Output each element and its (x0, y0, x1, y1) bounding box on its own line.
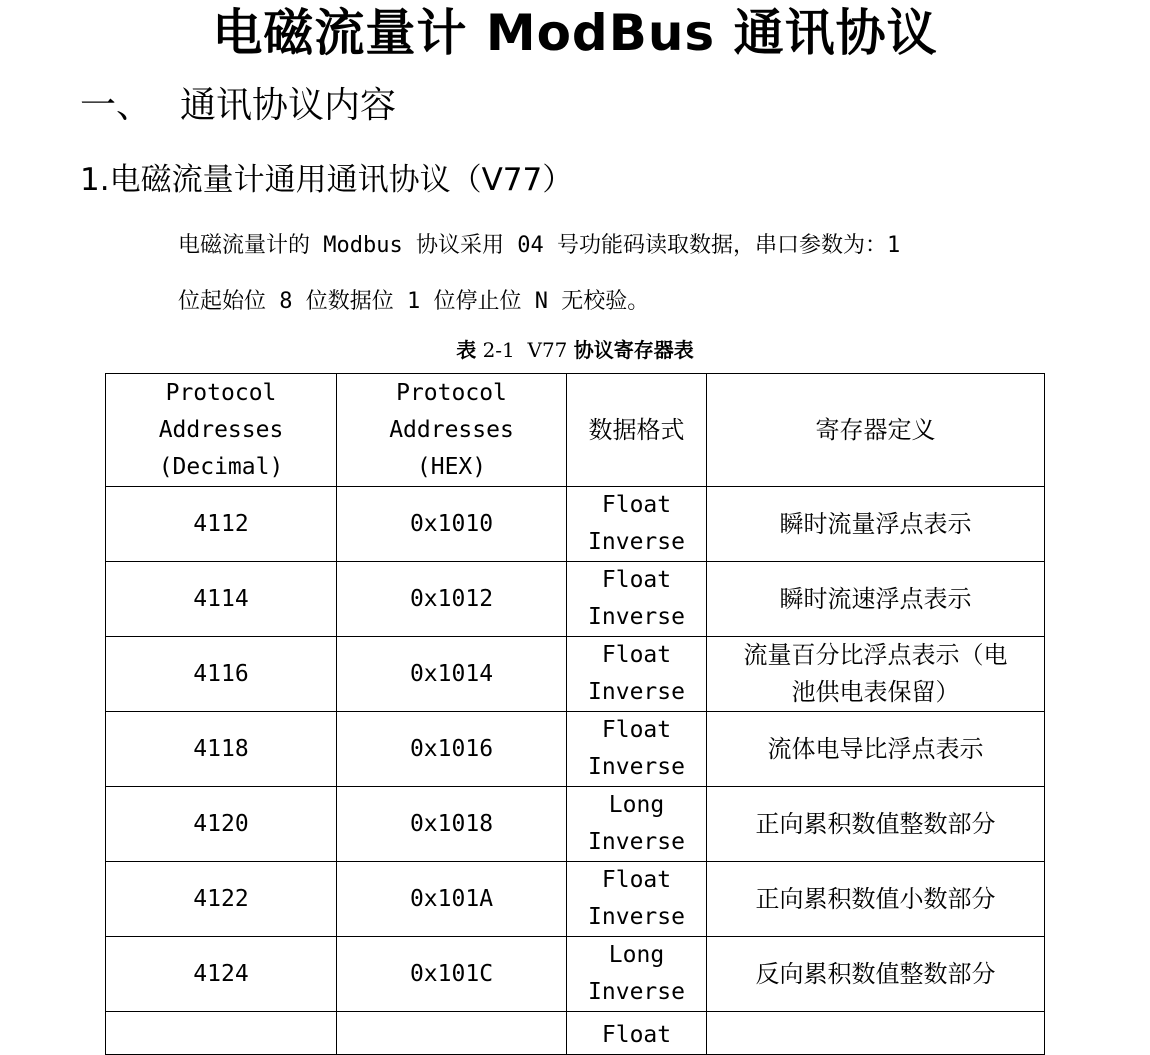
header-decimal-line: Addresses (158, 416, 284, 443)
cell-hex: 0x1014 (337, 637, 567, 712)
cell-decimal: 4116 (106, 637, 337, 712)
cell-format (567, 787, 707, 862)
section-text: 通讯协议内容 (180, 85, 397, 126)
cell-format (567, 862, 707, 937)
cell-decimal: 4114 (106, 562, 337, 637)
header-hex-address (337, 374, 567, 487)
header-hex-line: Addresses (389, 416, 514, 443)
table-header-row (106, 374, 1045, 487)
definition-line: 池供电表保留） (791, 678, 960, 706)
cell-definition (707, 637, 1045, 712)
format-type: Float (601, 1022, 672, 1048)
cell-hex: 0x1012 (337, 562, 567, 637)
table-row (106, 562, 1045, 637)
caption-suffix: 协议寄存器表 (573, 338, 694, 362)
header-decimal-line: (Decimal) (158, 453, 284, 480)
page-title: 电磁流量计 ModBus 通讯协议 (212, 4, 938, 62)
header-decimal-address (106, 374, 337, 487)
cell-format (567, 637, 707, 712)
format-order: Inverse (588, 979, 685, 1005)
format-order: Inverse (588, 679, 685, 705)
table-row (106, 937, 1045, 1012)
cell-definition (707, 487, 1045, 562)
format-type: Float (601, 867, 672, 893)
cell-hex (337, 1012, 567, 1055)
cell-definition (707, 787, 1045, 862)
cell-decimal: 4124 (106, 937, 337, 1012)
cell-definition (707, 1012, 1045, 1055)
format-type: Float (601, 492, 672, 518)
subsection-heading: 1.电磁流量计通用通讯协议（V77） (80, 162, 574, 198)
table-caption (0, 336, 1150, 364)
cell-decimal: 4120 (106, 787, 337, 862)
table-row (106, 712, 1045, 787)
cell-format (567, 562, 707, 637)
cell-format (567, 487, 707, 562)
definition-line: 反向累积数值整数部分 (755, 959, 996, 988)
header-hex-line: (HEX) (416, 453, 487, 480)
format-order: Inverse (588, 754, 685, 780)
cell-definition (707, 712, 1045, 787)
table-row (106, 862, 1045, 937)
format-type: Float (601, 642, 672, 668)
cell-format (567, 712, 707, 787)
definition-line: 正向累积数值整数部分 (755, 809, 996, 838)
format-order: Inverse (588, 904, 685, 930)
header-data-format: 数据格式 (567, 374, 707, 487)
cell-decimal: 4112 (106, 487, 337, 562)
format-type: Float (601, 567, 672, 593)
definition-line: 流量百分比浮点表示（电 (743, 641, 1008, 669)
cell-format (567, 1012, 707, 1055)
format-type: Long (608, 942, 665, 968)
cell-hex: 0x1018 (337, 787, 567, 862)
definition-line: 正向累积数值小数部分 (755, 884, 996, 913)
paragraph-line-2: 位起始位 8 位数据位 1 位停止位 N 无校验。 (178, 289, 650, 314)
caption-prefix: 表 (456, 338, 477, 362)
header-decimal-line: Protocol (165, 379, 277, 406)
cell-decimal (106, 1012, 337, 1055)
format-type: Long (608, 792, 665, 818)
cell-hex: 0x101C (337, 937, 567, 1012)
definition-line: 流体电导比浮点表示 (767, 734, 984, 763)
cell-hex: 0x101A (337, 862, 567, 937)
definition-line: 瞬时流速浮点表示 (779, 584, 972, 613)
format-order: Inverse (588, 604, 685, 630)
cell-hex: 0x1016 (337, 712, 567, 787)
cell-decimal: 4122 (106, 862, 337, 937)
header-hex-line: Protocol (396, 379, 507, 406)
caption-number: 2-1 (482, 338, 515, 362)
cell-definition (707, 862, 1045, 937)
definition-line: 瞬时流量浮点表示 (779, 509, 972, 538)
cell-decimal: 4118 (106, 712, 337, 787)
format-order: Inverse (588, 829, 685, 855)
cell-format (567, 937, 707, 1012)
caption-code: V77 (527, 338, 568, 362)
table-row (106, 637, 1045, 712)
section-heading (80, 82, 396, 130)
section-number: 一、 (80, 85, 153, 126)
cell-definition (707, 937, 1045, 1012)
table-row (106, 787, 1045, 862)
format-order: Inverse (588, 529, 685, 555)
header-register-definition: 寄存器定义 (707, 374, 1045, 487)
register-table (105, 373, 1045, 1055)
table-row-partial (106, 1012, 1045, 1055)
format-type: Float (601, 717, 672, 743)
cell-hex: 0x1010 (337, 487, 567, 562)
paragraph-line-1: 电磁流量计的 Modbus 协议采用 04 号功能码读取数据，串口参数为：1 (178, 233, 901, 258)
cell-definition (707, 562, 1045, 637)
table-row (106, 487, 1045, 562)
